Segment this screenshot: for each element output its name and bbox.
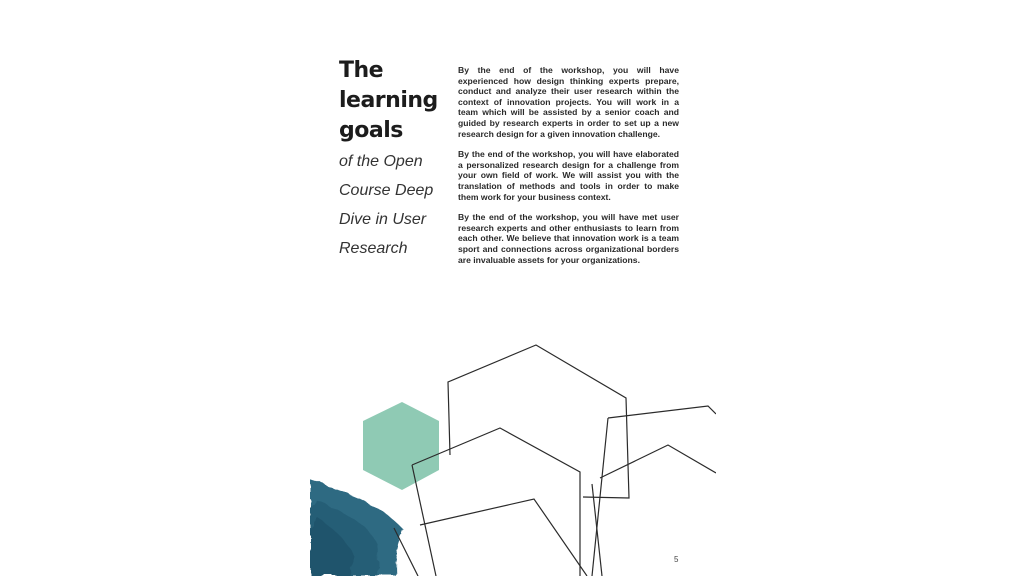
subtitle-line: Dive in User bbox=[339, 211, 427, 228]
paragraph: By the end of the workshop, you will have elaborated a personalized research design for a challenge from your own field of work. We will assist you with the translation of methods and tools in order to make them work for your business context. bbox=[458, 149, 679, 202]
paragraph: By the end of the workshop, you will have met user research experts and other enthusiasts to learn from each other. We believe that innovation work is a team sport and connections across organizational borders are invaluable assets for your organizations. bbox=[458, 212, 679, 265]
title-line: goals bbox=[339, 118, 403, 143]
page-number: 5 bbox=[674, 555, 679, 564]
line-drawing bbox=[394, 345, 716, 576]
subtitle-line: of the Open bbox=[339, 153, 423, 170]
body-text bbox=[458, 65, 679, 275]
title-line: learning bbox=[339, 88, 438, 113]
document-page bbox=[310, 0, 716, 576]
watercolor-blob bbox=[310, 480, 404, 576]
subtitle-line: Research bbox=[339, 240, 408, 257]
hexagon-shape bbox=[363, 402, 439, 490]
title-line: The bbox=[339, 58, 384, 83]
subtitle-line: Course Deep bbox=[339, 182, 434, 199]
paragraph: By the end of the workshop, you will have experienced how design thinking experts prepare, conduct and analyze their user research within the context of innovation projects. You will work in a team which will be assisted by a senior coach and guided by research experts in order to set up a new research design for a given innovation challenge. bbox=[458, 65, 679, 139]
heading-block bbox=[339, 56, 449, 262]
